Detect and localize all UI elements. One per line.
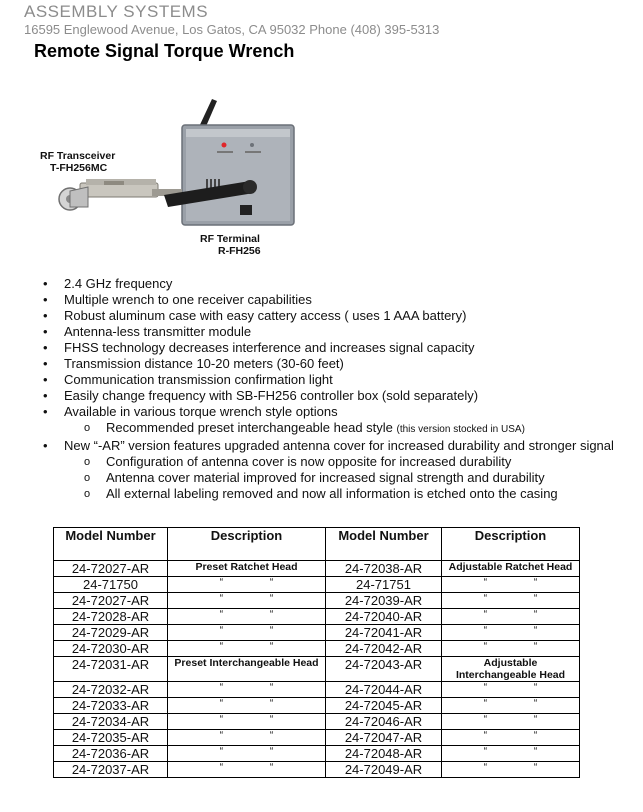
model-number-cell: 24-72048-AR [326,746,442,762]
model-number-cell: 24-72038-AR [326,561,442,577]
model-number-cell: 24-72043-AR [326,657,442,682]
model-number-cell: 24-72040-AR [326,609,442,625]
description-cell: “ “ [442,698,580,714]
model-number-cell: 24-72035-AR [54,730,168,746]
description-cell: “ “ [442,577,580,593]
description-cell: “ “ [168,577,326,593]
description-cell: Adjustable Ratchet Head [442,561,580,577]
feature-item: • FHSS technology decreases interference and increases signal capacity [40,340,620,356]
model-number-cell: 24-72027-AR [54,593,168,609]
model-number-cell: 24-72036-AR [54,746,168,762]
header-description: Description [168,528,326,561]
product-illustration [40,95,320,265]
model-table [53,527,580,778]
description-cell: “ “ [168,641,326,657]
header-model-number: Model Number [326,528,442,561]
model-number-cell: 24-72042-AR [326,641,442,657]
feature-item: • Antenna-less transmitter module [40,324,620,340]
sub-feature-item: o Configuration of antenna cover is now opposite for increased durability [64,454,620,470]
feature-item: • Communication transmission confirmation light [40,372,620,388]
description-cell: Adjustable Interchangeable Head [442,657,580,682]
description-cell: “ “ [442,682,580,698]
feature-item: • Robust aluminum case with easy cattery access ( uses 1 AAA battery) [40,308,620,324]
table-row [54,609,580,625]
table-header-row [54,528,580,561]
feature-item: • Transmission distance 10-20 meters (30-60 feet) [40,356,620,372]
feature-item: • Easily change frequency with SB-FH256 controller box (sold separately) [40,388,620,404]
table-row [54,682,580,698]
description-cell: “ “ [442,714,580,730]
sub-feature-item: o All external labeling removed and now all information is etched onto the casing [64,486,620,502]
description-cell: “ “ [168,762,326,778]
description-cell: “ “ [168,625,326,641]
model-number-cell: 24-72033-AR [54,698,168,714]
model-number-cell: 24-72027-AR [54,561,168,577]
page-title: Remote Signal Torque Wrench [34,41,295,61]
description-cell: “ “ [168,746,326,762]
transceiver-label-name: RF Transceiver [40,150,116,162]
model-number-cell: 24-72029-AR [54,625,168,641]
terminal-label [200,233,261,257]
model-number-cell: 24-72049-AR [326,762,442,778]
company-name: ASSEMBLY SYSTEMS [24,2,209,21]
sub-feature-list [64,420,620,438]
description-cell: “ “ [442,746,580,762]
model-number-cell: 24-72041-AR [326,625,442,641]
transceiver-label-model: T-FH256MC [50,162,108,174]
feature-item [40,404,620,438]
sub-feature-text: Recommended preset interchangeable head style [106,420,397,435]
feature-list [40,276,620,502]
table-body [54,561,580,778]
table-row [54,561,580,577]
sub-feature-item [64,420,620,438]
description-cell: “ “ [168,593,326,609]
description-cell: “ “ [442,730,580,746]
transceiver-label [40,150,115,174]
model-number-cell: 24-71750 [54,577,168,593]
table-row [54,762,580,778]
model-number-cell: 24-72032-AR [54,682,168,698]
model-number-cell: 24-72028-AR [54,609,168,625]
sub-feature-list [64,454,620,502]
table-row [54,730,580,746]
description-cell: Preset Ratchet Head [168,561,326,577]
terminal-label-name: RF Terminal [200,233,260,245]
model-number-cell: 24-72047-AR [326,730,442,746]
model-number-cell: 24-72034-AR [54,714,168,730]
description-cell: “ “ [168,730,326,746]
table-row [54,698,580,714]
model-number-cell: 24-72046-AR [326,714,442,730]
description-cell: “ “ [442,625,580,641]
description-cell: “ “ [442,609,580,625]
model-number-cell: 24-72037-AR [54,762,168,778]
table-row [54,593,580,609]
description-cell: “ “ [442,593,580,609]
company-address: 16595 Englewood Avenue, Los Gatos, CA 95032 Phone (408) 395-5313 [24,22,440,37]
model-number-cell: 24-72031-AR [54,657,168,682]
description-cell: “ “ [442,762,580,778]
feature-item-text: New “-AR” version features upgraded antenna cover for increased durability and stronger signal [64,438,614,453]
sub-feature-item: o Antenna cover material improved for increased signal strength and durability [64,470,620,486]
header-model-number: Model Number [54,528,168,561]
model-number-cell: 24-72030-AR [54,641,168,657]
model-number-cell: 24-72045-AR [326,698,442,714]
feature-item [40,438,620,502]
header-description: Description [442,528,580,561]
table-row [54,641,580,657]
product-image [40,95,320,265]
terminal-label-model: R-FH256 [218,245,261,257]
description-cell: “ “ [168,714,326,730]
model-number-cell: 24-72039-AR [326,593,442,609]
description-cell: “ “ [442,641,580,657]
description-cell: “ “ [168,682,326,698]
description-cell: “ “ [168,609,326,625]
description-cell: “ “ [168,698,326,714]
model-number-cell: 24-72044-AR [326,682,442,698]
feature-item: • Multiple wrench to one receiver capabilities [40,292,620,308]
table-row [54,746,580,762]
table-row [54,577,580,593]
model-number-cell: 24-71751 [326,577,442,593]
table-row [54,714,580,730]
table-row [54,625,580,641]
table-row [54,657,580,682]
description-cell: Preset Interchangeable Head [168,657,326,682]
sub-feature-note: (this version stocked in USA) [396,424,525,435]
feature-item: • 2.4 GHz frequency [40,276,620,292]
feature-item-text: Available in various torque wrench style options [64,404,338,419]
